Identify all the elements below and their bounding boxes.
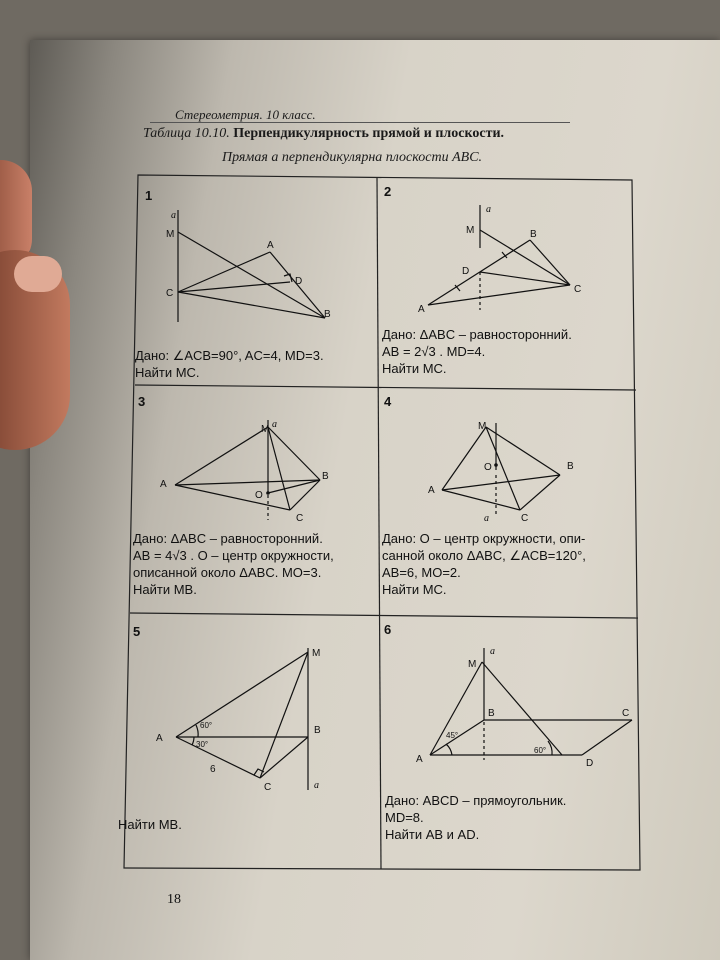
point-O: [266, 491, 270, 495]
label-side-6: 6: [210, 764, 216, 775]
segment-AB: [442, 475, 560, 490]
label-B: B: [488, 708, 495, 719]
segment-MB: [268, 427, 320, 480]
text-line: Дано: ABCD – прямоугольник.: [385, 793, 567, 808]
label-B: B: [567, 461, 574, 472]
cell-1-text: [135, 347, 324, 381]
segment-CD: [178, 282, 290, 292]
segment-MC: [260, 652, 308, 778]
cell-2-number: 2: [384, 184, 392, 199]
table-title-text: Перпендикулярность прямой и плоскости.: [233, 126, 505, 141]
cell-5-text: [118, 816, 182, 833]
segment-MA: [442, 427, 486, 490]
text-line: Найти AB и AD.: [385, 827, 480, 842]
label-a: a: [486, 204, 491, 215]
cell-2-text: [382, 326, 572, 377]
label-B: B: [324, 309, 331, 320]
label-a: a: [272, 419, 277, 430]
segment-MC: [480, 230, 570, 285]
text-line: MD=8.: [385, 810, 424, 825]
label-A: A: [418, 304, 425, 315]
text-line: Дано: ΔABC – равносторонний.: [382, 327, 572, 342]
text-line: Найти MB.: [118, 817, 182, 832]
label-M: M: [478, 421, 487, 432]
segment-AC: [442, 490, 520, 510]
label-B: B: [314, 725, 321, 736]
label-O: O: [255, 490, 263, 501]
cell-6-text: [385, 792, 566, 843]
table-subtitle: Прямая a перпендикулярна плоскости ABC.: [222, 150, 483, 165]
table-title: [143, 126, 504, 142]
segment-AB: [175, 480, 320, 485]
text-line: описанной около ΔABC. MO=3.: [133, 565, 322, 580]
cell-3-number: 3: [138, 394, 146, 409]
text-line: Найти MC.: [135, 365, 200, 380]
text-line: санной около ΔABC, ∠ACB=120°,: [382, 548, 586, 563]
label-C: C: [166, 288, 174, 299]
segment-CA: [178, 252, 270, 292]
header-rule: [150, 122, 570, 123]
angle-arc-45: [446, 744, 452, 755]
angle-arc-30: [192, 737, 194, 745]
label-C: C: [521, 513, 529, 524]
text-line: Найти MC.: [382, 361, 447, 376]
cell-4-number: 4: [384, 394, 392, 409]
segment-DC: [480, 272, 570, 285]
label-D: D: [295, 276, 303, 287]
segment-AB: [428, 240, 530, 305]
label-B: B: [322, 471, 329, 482]
label-C: C: [296, 513, 304, 524]
label-angle-30: 30°: [196, 740, 209, 749]
label-a: a: [171, 210, 176, 221]
label-M: M: [466, 225, 475, 236]
cell-4-text: [382, 530, 586, 598]
text-line: Дано: O – центр окружности, опи-: [382, 531, 586, 546]
cell-1-number: 1: [145, 188, 153, 203]
text-line: AB = 4√3 . O – центр окружности,: [133, 548, 334, 563]
text-line: Дано: ∠ACB=90°, AC=4, MD=3.: [135, 348, 324, 363]
label-a: a: [490, 646, 495, 657]
label-A: A: [267, 240, 274, 251]
segment-BC: [530, 240, 570, 285]
segment-MA: [175, 427, 268, 485]
label-A: A: [416, 754, 423, 765]
segment-BC: [520, 475, 560, 510]
label-M: M: [468, 659, 477, 670]
segment-DC: [582, 720, 632, 755]
label-angle-60: 60°: [534, 746, 547, 755]
segment-MB: [486, 427, 560, 475]
label-a: a: [314, 780, 319, 791]
segment-AC: [428, 285, 570, 305]
cell-5-number: 5: [133, 624, 141, 639]
segment-MC: [268, 427, 290, 510]
fingernail: [14, 256, 62, 292]
cell-3-text: [133, 530, 334, 598]
label-C: C: [622, 708, 630, 719]
text-line: Найти MB.: [133, 582, 197, 597]
label-A: A: [156, 733, 163, 744]
cell-6-number: 6: [384, 622, 392, 637]
label-angle-60: 60°: [200, 721, 213, 730]
course-header: Стереометрия. 10 класс.: [175, 107, 316, 122]
right-angle-mark: [284, 274, 292, 282]
label-M: M: [166, 229, 175, 240]
segment-AC: [176, 737, 260, 778]
label-C: C: [574, 284, 582, 295]
segment-MA: [176, 652, 308, 737]
table-number: Таблица 10.10.: [143, 126, 230, 141]
segment-MA: [430, 662, 482, 755]
text-line: AB = 2√3 . MD=4.: [382, 344, 486, 359]
page-number: 18: [167, 892, 181, 907]
label-A: A: [160, 479, 167, 490]
angle-arc-60: [196, 725, 198, 737]
text-line: Дано: ΔABC – равносторонний.: [133, 531, 323, 546]
label-M: M: [312, 648, 321, 659]
text-line: AB=6, MO=2.: [382, 565, 461, 580]
label-A: A: [428, 485, 435, 496]
point-O: [494, 463, 498, 467]
label-C: C: [264, 782, 272, 793]
label-M: M: [261, 424, 270, 435]
label-B: B: [530, 229, 537, 240]
segment-AC: [175, 485, 290, 510]
segment-BC: [290, 480, 320, 510]
label-D: D: [586, 758, 594, 769]
label-O: O: [484, 462, 492, 473]
label-angle-45: 45°: [446, 731, 459, 740]
text-line: Найти MC.: [382, 582, 447, 597]
label-D: D: [462, 266, 470, 277]
label-a: a: [484, 513, 489, 524]
